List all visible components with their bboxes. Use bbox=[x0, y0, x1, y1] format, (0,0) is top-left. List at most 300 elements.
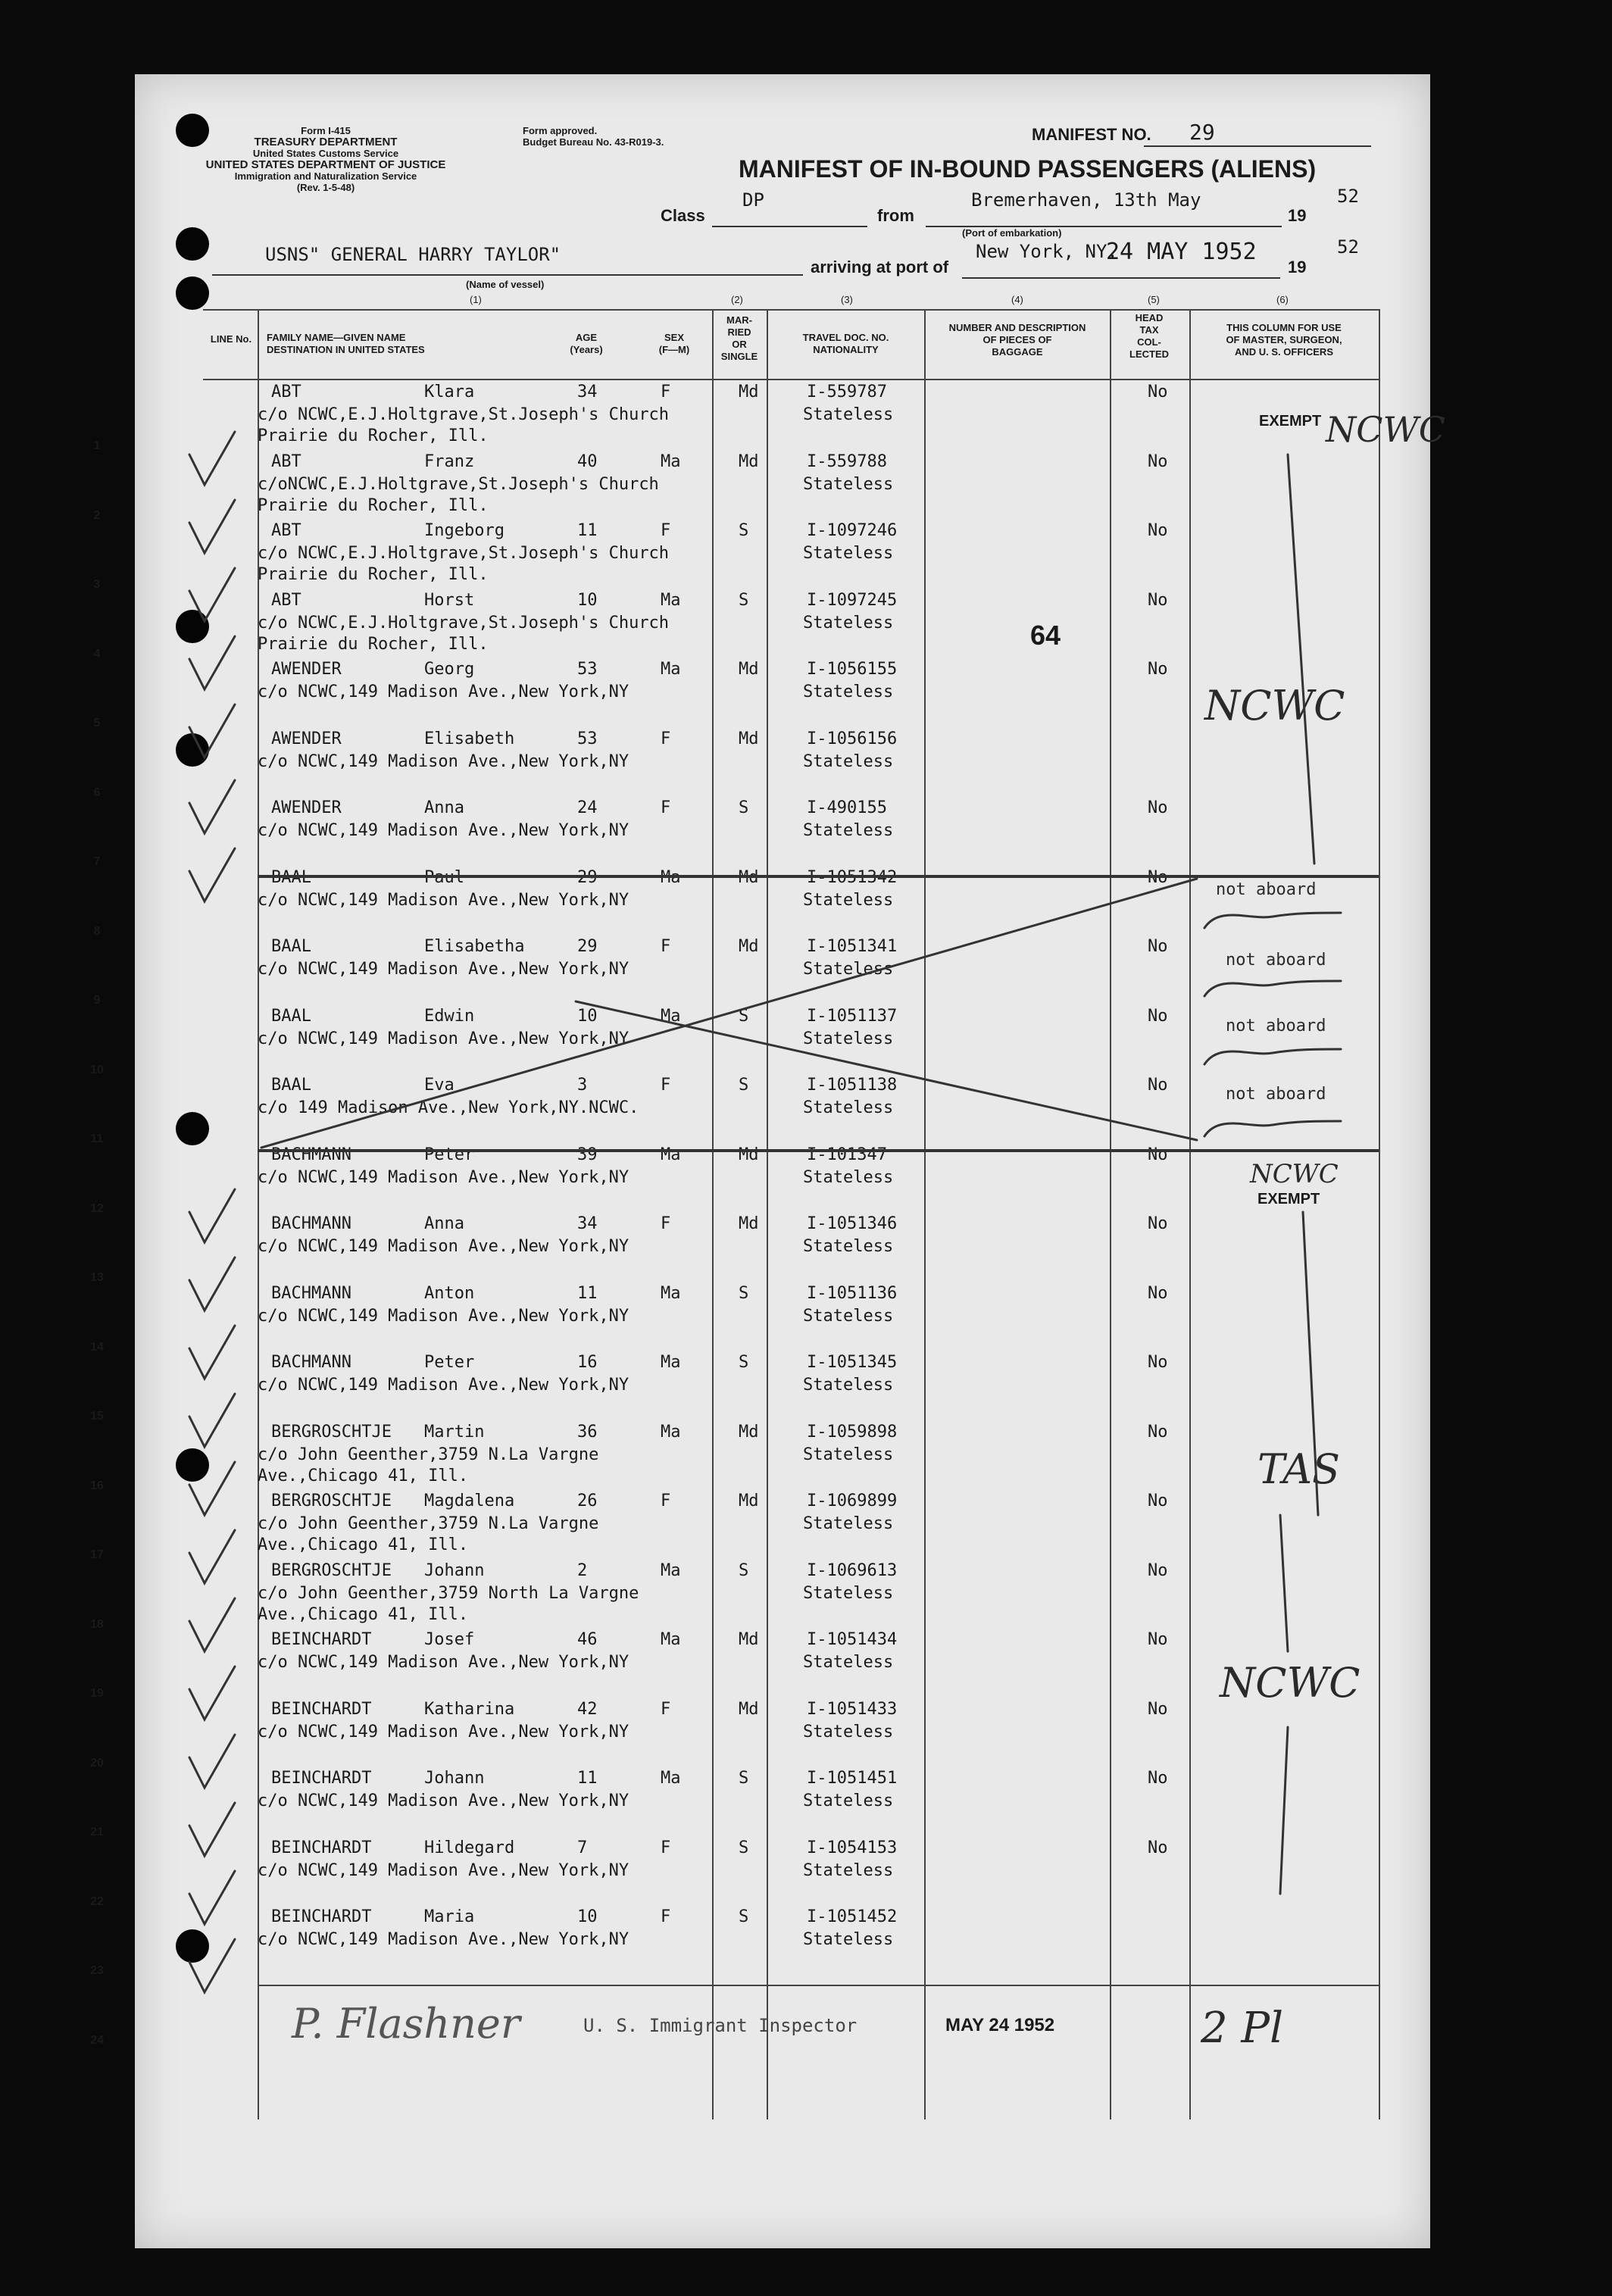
marital-status: S bbox=[739, 1353, 749, 1372]
head-tax: No bbox=[1148, 1838, 1168, 1857]
passenger-sex: Ma bbox=[661, 1006, 681, 1026]
marital-status: S bbox=[739, 1006, 749, 1026]
head-tax: No bbox=[1148, 1422, 1168, 1442]
nationality: Stateless bbox=[803, 683, 894, 701]
married-col-rule bbox=[712, 309, 714, 2120]
passenger-destination: c/o John Geenther,3759 N.La Vargne bbox=[258, 1514, 599, 1533]
passenger-age: 11 bbox=[577, 521, 598, 540]
travel-doc-no: I-1051346 bbox=[807, 1214, 898, 1233]
line-number: 3 bbox=[93, 578, 101, 591]
from-year: 52 bbox=[1337, 186, 1359, 207]
passenger-given-name: Josef bbox=[424, 1630, 475, 1649]
passenger-surname: BEINCHARDT bbox=[271, 1907, 372, 1926]
nationality: Stateless bbox=[803, 1930, 894, 1949]
line-number: 5 bbox=[93, 717, 101, 729]
passenger-surname: BAAL bbox=[271, 937, 311, 956]
passenger-sex: F bbox=[661, 798, 671, 817]
col-head-tax: HEAD TAX COL- LECTED bbox=[1129, 312, 1169, 360]
passenger-sex: F bbox=[661, 1699, 671, 1719]
passenger-given-name: Anna bbox=[424, 1214, 464, 1233]
col-line-no: LINE No. bbox=[210, 333, 252, 345]
line-number: 14 bbox=[90, 1340, 104, 1354]
passenger-destination: c/o 149 Madison Ave.,New York,NY.NCWC. bbox=[258, 1098, 639, 1117]
passenger-age: 42 bbox=[577, 1699, 598, 1719]
passenger-age: 39 bbox=[577, 1145, 598, 1164]
passenger-surname: BEINCHARDT bbox=[271, 1630, 372, 1649]
ncwc-mark-4: NCWC bbox=[1220, 1659, 1361, 1707]
passenger-surname: AWENDER bbox=[271, 660, 342, 679]
line-number: 17 bbox=[90, 1548, 104, 1561]
manifest-no-label: MANIFEST NO. bbox=[1032, 125, 1151, 144]
passenger-surname: ABT bbox=[271, 521, 301, 540]
punch-hole bbox=[176, 227, 209, 261]
embarkation-note: (Port of embarkation) bbox=[962, 227, 1062, 239]
passenger-sex: Ma bbox=[661, 867, 681, 887]
line-number: 7 bbox=[93, 855, 101, 868]
travel-doc-no: I-1051341 bbox=[807, 937, 898, 956]
exempt-stamp-2: EXEMPT bbox=[1257, 1191, 1320, 1207]
approval-block: Form approved. Budget Bureau No. 43-R019-3. bbox=[523, 125, 664, 148]
marital-status: Md bbox=[739, 1699, 759, 1719]
passenger-destination: c/o NCWC,149 Madison Ave.,New York,NY bbox=[258, 1653, 629, 1672]
arrival-year-suffix: 19 bbox=[1288, 258, 1307, 276]
punch-hole bbox=[176, 610, 209, 643]
travel-doc-no: I-1056156 bbox=[807, 729, 898, 748]
nationality: Stateless bbox=[803, 405, 894, 424]
passenger-destination-line2: Ave.,Chicago 41, Ill. bbox=[258, 1604, 469, 1624]
marital-status: Md bbox=[739, 1214, 759, 1233]
passenger-destination: c/o John Geenther,3759 North La Vargne bbox=[258, 1583, 639, 1603]
passenger-surname: BAAL bbox=[271, 1006, 311, 1026]
travel-doc-no: I-1054153 bbox=[807, 1838, 898, 1857]
passenger-given-name: Elisabetha bbox=[424, 937, 525, 956]
line-number: 23 bbox=[90, 1964, 104, 1977]
punch-hole bbox=[176, 1448, 209, 1482]
ncwc-mark-1: NCWC bbox=[1326, 409, 1445, 450]
travel-doc-no: I-1051138 bbox=[807, 1076, 898, 1095]
passenger-age: 11 bbox=[577, 1769, 598, 1788]
travel-doc-no: I-1097246 bbox=[807, 521, 898, 540]
passenger-given-name: Georg bbox=[424, 660, 475, 679]
passenger-sex: Ma bbox=[661, 1353, 681, 1372]
table-top-rule bbox=[203, 309, 1379, 311]
col-officers: THIS COLUMN FOR USE OF MASTER, SURGEON, AND U. S. OFFICERS bbox=[1226, 322, 1342, 358]
passenger-surname: BERGROSCHTJE bbox=[271, 1492, 392, 1510]
nationality: Stateless bbox=[803, 1653, 894, 1672]
col-name: FAMILY NAME—GIVEN NAME DESTINATION IN UNITED STATES bbox=[267, 332, 425, 355]
passenger-destination: c/o NCWC,149 Madison Ave.,New York,NY bbox=[258, 1029, 629, 1048]
travel-doc-no: I-559787 bbox=[807, 383, 887, 401]
nationality: Stateless bbox=[803, 613, 894, 633]
nationality: Stateless bbox=[803, 960, 894, 979]
passenger-destination-line2: Ave.,Chicago 41, Ill. bbox=[258, 1466, 469, 1485]
nationality: Stateless bbox=[803, 544, 894, 563]
nationality: Stateless bbox=[803, 751, 894, 771]
travel-doc-no: I-490155 bbox=[807, 798, 887, 817]
passenger-sex: F bbox=[661, 1492, 671, 1510]
vessel-name: USNS" GENERAL HARRY TAYLOR" bbox=[265, 244, 561, 265]
arriving-label: arriving at port of bbox=[811, 258, 949, 276]
marital-status: Md bbox=[739, 660, 759, 679]
passenger-destination: c/oNCWC,E.J.Holtgrave,St.Joseph's Church bbox=[258, 474, 659, 494]
nationality: Stateless bbox=[803, 474, 894, 494]
line-number: 2 bbox=[93, 508, 101, 522]
travel-doc-no: I-1097245 bbox=[807, 590, 898, 610]
travel-doc-no: I-1051137 bbox=[807, 1006, 898, 1026]
marital-status: S bbox=[739, 521, 749, 540]
marital-status: Md bbox=[739, 867, 759, 887]
passenger-surname: BACHMANN bbox=[271, 1353, 351, 1372]
passenger-surname: ABT bbox=[271, 590, 301, 610]
passenger-given-name: Horst bbox=[424, 590, 475, 610]
passenger-sex: Ma bbox=[661, 451, 681, 471]
head-tax: No bbox=[1148, 1006, 1168, 1026]
passenger-sex: F bbox=[661, 937, 671, 956]
passenger-given-name: Anton bbox=[424, 1283, 475, 1303]
marital-status: Md bbox=[739, 937, 759, 956]
nationality: Stateless bbox=[803, 1722, 894, 1742]
exempt-stamp-1: EXEMPT bbox=[1259, 413, 1322, 430]
travel-doc-no: I-1051451 bbox=[807, 1769, 898, 1788]
passenger-sex: Ma bbox=[661, 1283, 681, 1303]
marital-status: S bbox=[739, 798, 749, 817]
row-rule bbox=[258, 1149, 1379, 1152]
marital-status: Md bbox=[739, 729, 759, 748]
passenger-destination-line2: Prairie du Rocher, Ill. bbox=[258, 426, 489, 445]
marital-status: S bbox=[739, 1076, 749, 1095]
passenger-sex: F bbox=[661, 1214, 671, 1233]
officers-col-rule bbox=[1189, 309, 1191, 2120]
passenger-sex: F bbox=[661, 1076, 671, 1095]
passenger-given-name: Peter bbox=[424, 1145, 475, 1164]
passenger-age: 46 bbox=[577, 1630, 598, 1649]
line-number: 9 bbox=[93, 994, 101, 1007]
nationality: Stateless bbox=[803, 1792, 894, 1810]
passenger-age: 40 bbox=[577, 451, 598, 471]
passenger-destination: c/o NCWC,149 Madison Ave.,New York,NY bbox=[258, 1237, 629, 1256]
passenger-surname: AWENDER bbox=[271, 798, 342, 817]
marital-status: Md bbox=[739, 1630, 759, 1649]
travel-doc-no: I-1069899 bbox=[807, 1492, 898, 1510]
col-sex: SEX (F—M) bbox=[658, 332, 690, 355]
line-number: 22 bbox=[90, 1895, 104, 1908]
tas-mark: TAS bbox=[1257, 1445, 1341, 1493]
passenger-surname: BACHMANN bbox=[271, 1145, 351, 1164]
marital-status: S bbox=[739, 590, 749, 610]
travel-doc-no: I-1051433 bbox=[807, 1699, 898, 1719]
right-edge-rule bbox=[1379, 309, 1380, 2120]
ncwc-mark-2: NCWC bbox=[1204, 682, 1345, 729]
punch-hole bbox=[176, 1929, 209, 1963]
marital-status: S bbox=[739, 1769, 749, 1788]
passenger-given-name: Klara bbox=[424, 383, 475, 401]
nationality: Stateless bbox=[803, 1167, 894, 1187]
passenger-surname: AWENDER bbox=[271, 729, 342, 748]
passenger-destination: c/o John Geenther,3759 N.La Vargne bbox=[258, 1445, 599, 1464]
passenger-surname: BERGROSCHTJE bbox=[271, 1422, 392, 1442]
manifest-no: 29 bbox=[1189, 120, 1215, 145]
passenger-destination: c/o NCWC,149 Madison Ave.,New York,NY bbox=[258, 683, 629, 701]
line-number: 21 bbox=[90, 1826, 104, 1838]
passenger-destination: c/o NCWC,149 Madison Ave.,New York,NY bbox=[258, 1722, 629, 1742]
passenger-sex: F bbox=[661, 521, 671, 540]
passenger-sex: F bbox=[661, 1838, 671, 1857]
head-tax: No bbox=[1148, 521, 1168, 540]
line-number: 15 bbox=[90, 1410, 104, 1423]
col-num-2: (2) bbox=[731, 294, 743, 305]
marital-status: Md bbox=[739, 451, 759, 471]
passenger-sex: F bbox=[661, 729, 671, 748]
passenger-age: 3 bbox=[577, 1076, 588, 1095]
line-number: 8 bbox=[93, 924, 101, 938]
passenger-age: 10 bbox=[577, 1006, 598, 1026]
passenger-age: 2 bbox=[577, 1560, 588, 1580]
passenger-destination: c/o NCWC,149 Madison Ave.,New York,NY bbox=[258, 1860, 629, 1880]
nationality: Stateless bbox=[803, 1860, 894, 1880]
arrival-date-stamp: 24 MAY 1952 bbox=[1106, 239, 1257, 265]
passenger-destination: c/o NCWC,149 Madison Ave.,New York,NY bbox=[258, 960, 629, 979]
passenger-age: 10 bbox=[577, 590, 598, 610]
passenger-age: 7 bbox=[577, 1838, 588, 1857]
marital-status: S bbox=[739, 1560, 749, 1580]
col-num-6: (6) bbox=[1276, 294, 1289, 305]
footer-rule bbox=[258, 1985, 1379, 1986]
travel-doc-no: I-101347 bbox=[807, 1145, 887, 1164]
head-tax: No bbox=[1148, 1699, 1168, 1719]
passenger-age: 10 bbox=[577, 1907, 598, 1926]
passenger-surname: BERGROSCHTJE bbox=[271, 1560, 392, 1580]
baggage-col-rule bbox=[924, 309, 926, 2120]
passenger-given-name: Edwin bbox=[424, 1006, 475, 1026]
line-number: 4 bbox=[93, 647, 101, 661]
passenger-age: 53 bbox=[577, 729, 598, 748]
passenger-sex: F bbox=[661, 1907, 671, 1926]
nationality: Stateless bbox=[803, 1029, 894, 1048]
passenger-surname: BEINCHARDT bbox=[271, 1699, 372, 1719]
passenger-age: 29 bbox=[577, 867, 598, 887]
travel-doc-no: I-1051345 bbox=[807, 1353, 898, 1372]
passenger-destination: c/o NCWC,149 Madison Ave.,New York,NY bbox=[258, 751, 629, 771]
line-number: 11 bbox=[90, 1132, 104, 1145]
head-tax: No bbox=[1148, 1630, 1168, 1649]
punch-hole bbox=[176, 1112, 209, 1145]
passenger-age: 34 bbox=[577, 383, 598, 401]
marital-status: S bbox=[739, 1907, 749, 1926]
line-number: 24 bbox=[90, 2033, 104, 2047]
travel-doc-no: I-1051342 bbox=[807, 867, 898, 887]
head-tax: No bbox=[1148, 1769, 1168, 1788]
passenger-given-name: Hildegard bbox=[424, 1838, 515, 1857]
passenger-sex: Ma bbox=[661, 1769, 681, 1788]
nationality: Stateless bbox=[803, 1583, 894, 1603]
travel-doc-no: I-1051452 bbox=[807, 1907, 898, 1926]
inspector-signature: P. Flashner bbox=[292, 2000, 520, 2048]
class-line bbox=[712, 226, 867, 227]
passenger-given-name: Anna bbox=[424, 798, 464, 817]
passenger-sex: Ma bbox=[661, 1145, 681, 1164]
col-age: AGE (Years) bbox=[570, 332, 603, 355]
punch-hole bbox=[176, 733, 209, 767]
head-tax: No bbox=[1148, 937, 1168, 956]
form-block: Form I-415 TREASURY DEPARTMENT United States Customs Service UNITED STATES DEPARTMENT OF JUSTICE Immigration and Naturalization Service (Rev. 1-5-48) bbox=[205, 125, 446, 193]
passenger-destination-line2: Prairie du Rocher, Ill. bbox=[258, 495, 489, 515]
marital-status: Md bbox=[739, 1492, 759, 1510]
from-label: from bbox=[877, 206, 914, 225]
head-tax: No bbox=[1148, 451, 1168, 471]
passenger-given-name: Ingeborg bbox=[424, 521, 505, 540]
passenger-destination: c/o NCWC,E.J.Holtgrave,St.Joseph's Church bbox=[258, 613, 670, 633]
passenger-destination-line2: Prairie du Rocher, Ill. bbox=[258, 634, 489, 654]
punch-hole bbox=[176, 276, 209, 310]
passenger-given-name: Peter bbox=[424, 1353, 475, 1372]
from-value: Bremerhaven, 13th May bbox=[971, 189, 1201, 211]
travel-doc-no: I-1051434 bbox=[807, 1630, 898, 1649]
tax-col-rule bbox=[1110, 309, 1111, 2120]
passenger-destination: c/o NCWC,E.J.Holtgrave,St.Joseph's Church bbox=[258, 544, 670, 563]
manifest-no-line bbox=[1144, 145, 1371, 147]
passenger-surname: ABT bbox=[271, 451, 301, 471]
col-travel-doc: TRAVEL DOC. NO. NATIONALITY bbox=[802, 332, 889, 355]
row-rule bbox=[258, 875, 1379, 878]
passenger-destination: c/o NCWC,149 Madison Ave.,New York,NY bbox=[258, 1930, 629, 1949]
line-number: 13 bbox=[90, 1271, 104, 1284]
nationality: Stateless bbox=[803, 1445, 894, 1464]
travel-doc-no: I-1059898 bbox=[807, 1422, 898, 1442]
passenger-sex: Ma bbox=[661, 1422, 681, 1442]
passenger-destination: c/o NCWC,149 Madison Ave.,New York,NY bbox=[258, 821, 629, 840]
head-tax: No bbox=[1148, 383, 1168, 401]
inspector-label: U. S. Immigrant Inspector bbox=[583, 2015, 858, 2036]
ncwc-mark-3: NCWC bbox=[1250, 1159, 1339, 1189]
nationality: Stateless bbox=[803, 1376, 894, 1395]
marital-status: Md bbox=[739, 383, 759, 401]
travel-doc-no: I-559788 bbox=[807, 451, 887, 471]
nationality: Stateless bbox=[803, 890, 894, 910]
passenger-destination: c/o NCWC,149 Madison Ave.,New York,NY bbox=[258, 1306, 629, 1326]
travel-doc-no: I-1056155 bbox=[807, 660, 898, 679]
nationality: Stateless bbox=[803, 1237, 894, 1256]
passenger-sex: Ma bbox=[661, 1630, 681, 1649]
passenger-given-name: Franz bbox=[424, 451, 475, 471]
table-header-rule bbox=[203, 379, 1379, 380]
passenger-sex: Ma bbox=[661, 1560, 681, 1580]
head-tax: No bbox=[1148, 590, 1168, 610]
passenger-age: 24 bbox=[577, 798, 598, 817]
passenger-age: 53 bbox=[577, 660, 598, 679]
nationality: Stateless bbox=[803, 1306, 894, 1326]
arrival-port: New York, NY. bbox=[976, 241, 1118, 262]
head-tax: No bbox=[1148, 1492, 1168, 1510]
passenger-destination: c/o NCWC,E.J.Holtgrave,St.Joseph's Church bbox=[258, 405, 670, 424]
baggage-count: 64 bbox=[1030, 620, 1061, 651]
line-number: 18 bbox=[90, 1617, 104, 1631]
col-num-4: (4) bbox=[1011, 294, 1023, 305]
head-tax: No bbox=[1148, 1353, 1168, 1372]
passenger-surname: ABT bbox=[271, 383, 301, 401]
passenger-surname: BEINCHARDT bbox=[271, 1769, 372, 1788]
line-number: 10 bbox=[90, 1063, 104, 1076]
passenger-age: 36 bbox=[577, 1422, 598, 1442]
line-number: 20 bbox=[90, 1756, 104, 1770]
travel-doc-no: I-1051136 bbox=[807, 1283, 898, 1303]
head-tax: No bbox=[1148, 1145, 1168, 1164]
col-num-1: (1) bbox=[470, 294, 482, 305]
passenger-surname: BACHMANN bbox=[271, 1214, 351, 1233]
class-value: DP bbox=[742, 189, 764, 211]
passenger-given-name: Magdalena bbox=[424, 1492, 515, 1510]
line-number: 6 bbox=[93, 786, 101, 799]
passenger-destination-line2: Ave.,Chicago 41, Ill. bbox=[258, 1535, 469, 1554]
passenger-sex: Ma bbox=[661, 590, 681, 610]
passenger-destination: c/o NCWC,149 Madison Ave.,New York,NY bbox=[258, 1167, 629, 1187]
marital-status: S bbox=[739, 1838, 749, 1857]
doc-col-rule bbox=[767, 309, 768, 2120]
head-tax: No bbox=[1148, 1560, 1168, 1580]
passenger-surname: BAAL bbox=[271, 1076, 311, 1095]
passenger-surname: BEINCHARDT bbox=[271, 1838, 372, 1857]
passenger-given-name: Elisabeth bbox=[424, 729, 515, 748]
col-baggage: NUMBER AND DESCRIPTION OF PIECES OF BAGGAGE bbox=[948, 322, 1086, 358]
passenger-surname: BAAL bbox=[271, 867, 311, 887]
arrival-line bbox=[962, 277, 1280, 279]
vessel-line bbox=[212, 274, 803, 276]
marital-status: Md bbox=[739, 1422, 759, 1442]
head-tax: No bbox=[1148, 867, 1168, 887]
inspection-date-stamp: MAY 24 1952 bbox=[945, 2015, 1055, 2035]
nationality: Stateless bbox=[803, 1098, 894, 1117]
passenger-age: 11 bbox=[577, 1283, 598, 1303]
head-tax: No bbox=[1148, 1214, 1168, 1233]
passenger-age: 16 bbox=[577, 1353, 598, 1372]
class-label: Class bbox=[661, 206, 705, 225]
col-num-3: (3) bbox=[841, 294, 853, 305]
passenger-age: 34 bbox=[577, 1214, 598, 1233]
passenger-given-name: Johann bbox=[424, 1560, 485, 1580]
line-number: 1 bbox=[93, 439, 101, 452]
nationality: Stateless bbox=[803, 1514, 894, 1533]
nationality: Stateless bbox=[803, 821, 894, 840]
col-num-5: (5) bbox=[1148, 294, 1160, 305]
line-number: 16 bbox=[90, 1479, 104, 1492]
manifest-title: MANIFEST OF IN-BOUND PASSENGERS (ALIENS) bbox=[739, 155, 1317, 183]
passenger-age: 29 bbox=[577, 937, 598, 956]
marital-status: Md bbox=[739, 1145, 759, 1164]
passenger-surname: BACHMANN bbox=[271, 1283, 351, 1303]
inspector-initials: 2 Pl bbox=[1201, 2004, 1284, 2053]
passenger-given-name: Paul bbox=[424, 867, 464, 887]
marital-status: S bbox=[739, 1283, 749, 1303]
line-number: 12 bbox=[90, 1201, 104, 1215]
passenger-destination: c/o NCWC,149 Madison Ave.,New York,NY bbox=[258, 1792, 629, 1810]
passenger-sex: Ma bbox=[661, 660, 681, 679]
col-married: MAR- RIED OR SINGLE bbox=[720, 314, 758, 362]
passenger-sex: F bbox=[661, 383, 671, 401]
passenger-given-name: Eva bbox=[424, 1076, 455, 1095]
from-year-suffix: 19 bbox=[1288, 206, 1307, 225]
head-tax: No bbox=[1148, 798, 1168, 817]
head-tax: No bbox=[1148, 1076, 1168, 1095]
arrival-year: 52 bbox=[1337, 236, 1359, 258]
passenger-given-name: Katharina bbox=[424, 1699, 515, 1719]
passenger-destination-line2: Prairie du Rocher, Ill. bbox=[258, 565, 489, 584]
head-tax: No bbox=[1148, 660, 1168, 679]
line-number: 19 bbox=[90, 1687, 104, 1700]
travel-doc-no: I-1069613 bbox=[807, 1560, 898, 1580]
passenger-given-name: Johann bbox=[424, 1769, 485, 1788]
passenger-given-name: Maria bbox=[424, 1907, 475, 1926]
vessel-note: (Name of vessel) bbox=[466, 279, 545, 290]
passenger-age: 26 bbox=[577, 1492, 598, 1510]
